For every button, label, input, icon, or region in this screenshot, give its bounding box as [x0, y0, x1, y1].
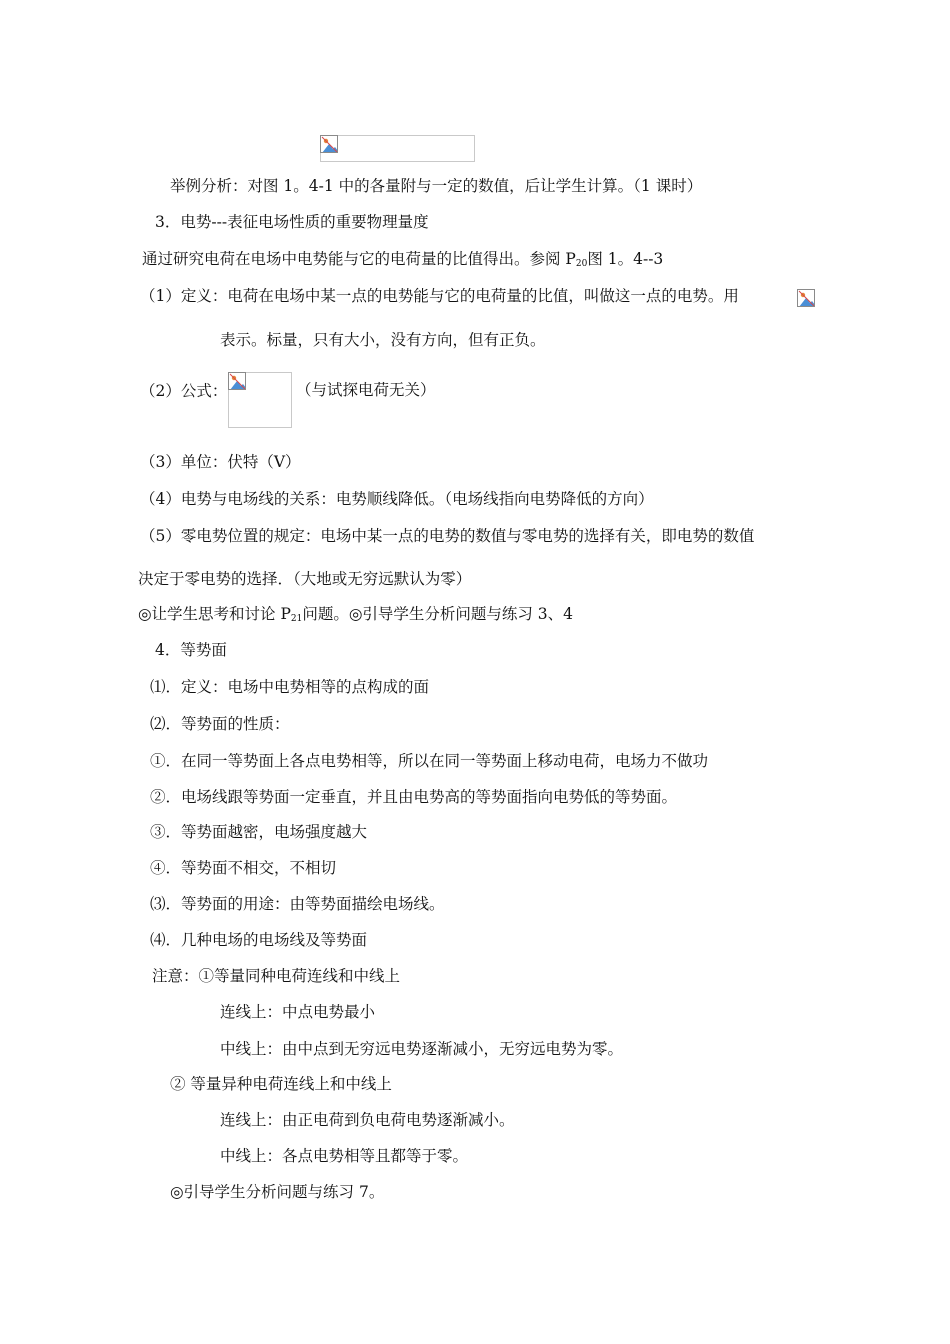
list-item: ①．在同一等势面上各点电势相等，所以在同一等势面上移动电荷，电场力不做功 [150, 752, 709, 770]
section-heading-potential: 3．电势---表征电场性质的重要物理量度 [155, 213, 429, 231]
section-heading-equipotential: 4．等势面 [155, 641, 227, 659]
text-segment: ◎让学生思考和讨论 P [138, 605, 291, 623]
note-subline: 中线上：由中点到无穷远电势逐渐减小，无穷远电势为零。 [220, 1040, 624, 1058]
figure-placeholder [320, 135, 475, 162]
formula-label: （2）公式： [140, 382, 228, 400]
note-subline: 中线上：各点电势相等且都等于零。 [220, 1147, 469, 1165]
definition-line: （1）定义：电荷在电场中某一点的电势能与它的电荷量的比值，叫做这一点的电势。用 [140, 287, 739, 305]
list-item: ④．等势面不相交，不相切 [150, 859, 337, 877]
discussion-line [138, 604, 573, 629]
note-subline: 连线上：中点电势最小 [220, 1003, 376, 1021]
guidance-line: ◎引导学生分析问题与练习 7。 [170, 1183, 385, 1201]
example-analysis-line: 举例分析：对图 1。4-1 中的各量附与一定的数值，后让学生计算。（1 课时） [170, 177, 703, 195]
text-segment: 图 1。4--3 [587, 250, 664, 268]
subscript: 20 [575, 259, 588, 269]
unit-line: （3）单位：伏特（V） [140, 453, 301, 471]
list-item: ⑷．几种电场的电场线及等势面 [150, 931, 368, 949]
text-segment: 问题。◎引导学生分析问题与练习 3、4 [302, 605, 574, 623]
formula-note: （与试探电荷无关） [296, 381, 436, 399]
note-subline: 连线上：由正电荷到负电荷电势逐渐减小。 [220, 1111, 515, 1129]
zero-potential-line: （5）零电势位置的规定：电场中某一点的电势的数值与零电势的选择有关，即电势的数值 [140, 527, 755, 545]
list-item: ⑵．等势面的性质： [150, 715, 290, 733]
list-item: ⑶．等势面的用途：由等势面描绘电场线。 [150, 895, 445, 913]
list-item: ⑴．定义：电场中电势相等的点构成的面 [150, 678, 430, 696]
formula-image-placeholder [228, 372, 292, 428]
list-item: ③．等势面越密，电场强度越大 [150, 823, 368, 841]
note-line: ② 等量异种电荷连线上和中线上 [170, 1075, 392, 1093]
zero-potential-continuation: 决定于零电势的选择．（大地或无穷远默认为零） [138, 570, 472, 588]
text-segment: 通过研究电荷在电场中电势能与它的电荷量的比值得出。参阅 P [142, 250, 576, 268]
broken-image-icon [228, 372, 246, 390]
note-line: 注意：①等量同种电荷连线和中线上 [152, 967, 401, 985]
broken-image-icon [320, 135, 338, 153]
broken-image-icon [797, 289, 815, 307]
paragraph-line [142, 249, 663, 274]
list-item: ②．电场线跟等势面一定垂直，并且由电势高的等势面指向电势低的等势面。 [150, 788, 678, 806]
definition-continuation: 表示。标量，只有大小，没有方向，但有正负。 [220, 331, 546, 349]
subscript: 21 [290, 614, 303, 624]
relation-line: （4）电势与电场线的关系：电势顺线降低。（电场线指向电势降低的方向） [140, 490, 654, 508]
